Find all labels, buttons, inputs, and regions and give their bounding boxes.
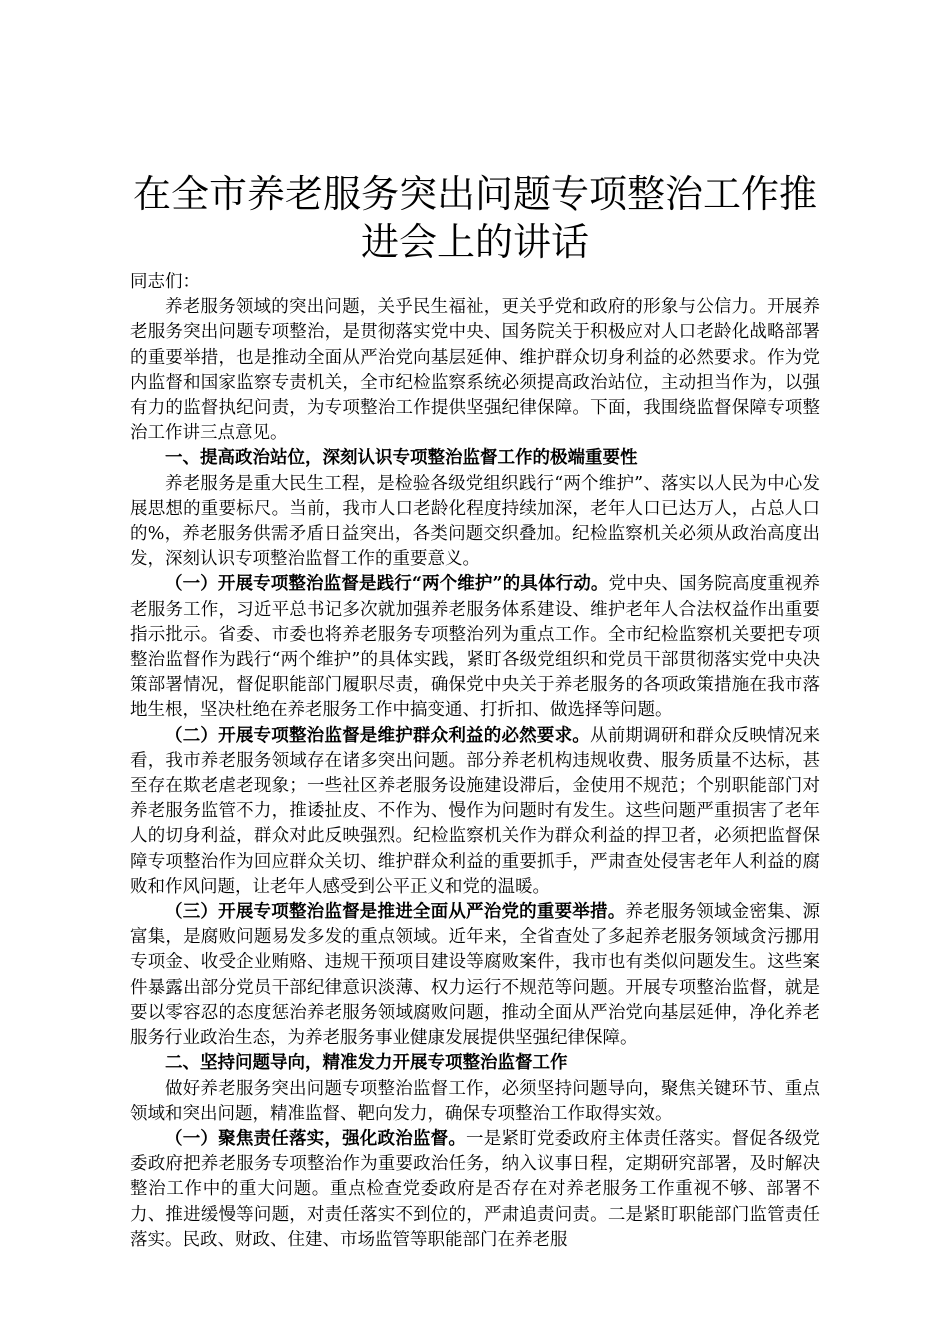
section-heading-2: 二、坚持问题导向，精准发力开展专项整治监督工作 <box>165 1053 568 1074</box>
paragraph-section1-item2 <box>130 724 820 900</box>
item-body: 养老服务领域金密集、源富集，是腐败问题易发多发的重点领域。近年来，全省查处了多起养老服务领域贪污挪用专项金、收受企业贿赂、违规干预项目建设等腐败案件，我市也有类似问题发生。这些案件暴露出部分党员干部纪律意识淡薄、权力运行不规范等问题。开展专项整治监督，就是要以零容忍的态度惩治养老服务领域腐败问题，推动全面从严治党向基层延伸，净化养老服务行业政治生态，为养老服务事业健康发展提供坚强纪律保障。 <box>130 902 821 1049</box>
paragraph-section1-item3 <box>130 900 820 1051</box>
item-body: 党中央、国务院高度重视养老服务工作，习近平总书记多次就加强养老服务体系建设、维护老年人合法权益作出重要指示批示。省委、市委也将养老服务专项整治列为重点工作。全市纪检监察机关要把专项整治监督作为践行“两个维护”的具体实践，紧盯各级党组织和党员干部贯彻落实党中央决策部署情况，督促职能部门履职尽责，确保党中央关于养老服务的各项政策措施在我市落地生根，坚决杜绝在养老服务工作中搞变通、打折扣、做选择等问题。 <box>130 574 820 721</box>
paragraph-section1-item1 <box>130 572 820 723</box>
item-lead: （三）开展专项整治监督是推进全面从严治党的重要举措。 <box>165 902 626 923</box>
salutation: 同志们： <box>130 272 200 292</box>
item-lead: （二）开展专项整治监督是维护群众利益的必然要求。 <box>165 725 590 746</box>
item-lead: （一）聚焦责任落实，强化政治监督。 <box>165 1128 467 1149</box>
document-title: 在全市养老服务突出问题专项整治工作推进会上的讲话 <box>132 172 817 264</box>
paragraph-section2-item1 <box>130 1127 820 1253</box>
paragraph-section1-intro: 养老服务是重大民生工程，是检验各级党组织践行“两个维护”、落实以人民为中心发展思想的重要标尺。当前，我市人口老龄化程度持续加深，老年人口已达万人，占总人口的%，养老服务供需矛盾日益突出，各类问题交织叠加。纪检监察机关必须从政治高度出发，深刻认识专项整治监督工作的重要意义。 <box>130 473 820 570</box>
paragraph-intro: 养老服务领域的突出问题，关乎民生福祉，更关乎党和政府的形象与公信力。开展养老服务突出问题专项整治，是贯彻落实党中央、国务院关于积极应对人口老龄化战略部署的重要举措，也是推动全面从严治党向基层延伸、维护群众切身利益的必然要求。作为党内监督和国家监察专责机关，全市纪检监察系统必须提高政治站位，主动担当作为，以强有力的监督执纪问责，为专项整治工作提供坚强纪律保障。下面，我围绕监督保障专项整治工作讲三点意见。 <box>130 297 820 444</box>
item-lead: （一）开展专项整治监督是践行“两个维护”的具体行动。 <box>165 574 609 595</box>
paragraph-section2-intro: 做好养老服务突出问题专项整治监督工作，必须坚持问题导向，聚焦关键环节、重点领域和突出问题，精准监督、靶向发力，确保专项整治工作取得实效。 <box>130 1078 820 1124</box>
section-heading-1: 一、提高政治站位，深刻认识专项整治监督工作的极端重要性 <box>165 448 638 469</box>
item-body: 一是紧盯党委政府主体责任落实。督促各级党委政府把养老服务专项整治作为重要政治任务，纳入议事日程，定期研究部署，及时解决整治工作中的重大问题。重点检查党委政府是否存在对养老服务工作重视不够、部署不力、推进缓慢等问题，对责任落实不到位的，严肃追责问责。二是紧盯职能部门监管责任落实。民政、财政、住建、市场监管等职能部门在养老服 <box>130 1128 821 1250</box>
document-page <box>130 170 820 1253</box>
item-body: 从前期调研和群众反映情况来看，我市养老服务领域存在诸多突出问题。部分养老机构违规收费、服务质量不达标，甚至存在欺老虐老现象；一些社区养老服务设施建设滞后，金使用不规范；个别职能部门对养老服务监管不力，推诿扯皮、不作为、慢作为问题时有发生。这些问题严重损害了老年人的切身利益，群众对此反映强烈。纪检监察机关作为群众利益的捍卫者，必须把监督保障专项整治作为回应群众关切、维护群众利益的重要抓手，严肃查处侵害老年人利益的腐败和作风问题，让老年人感受到公平正义和党的温暖。 <box>130 725 820 897</box>
